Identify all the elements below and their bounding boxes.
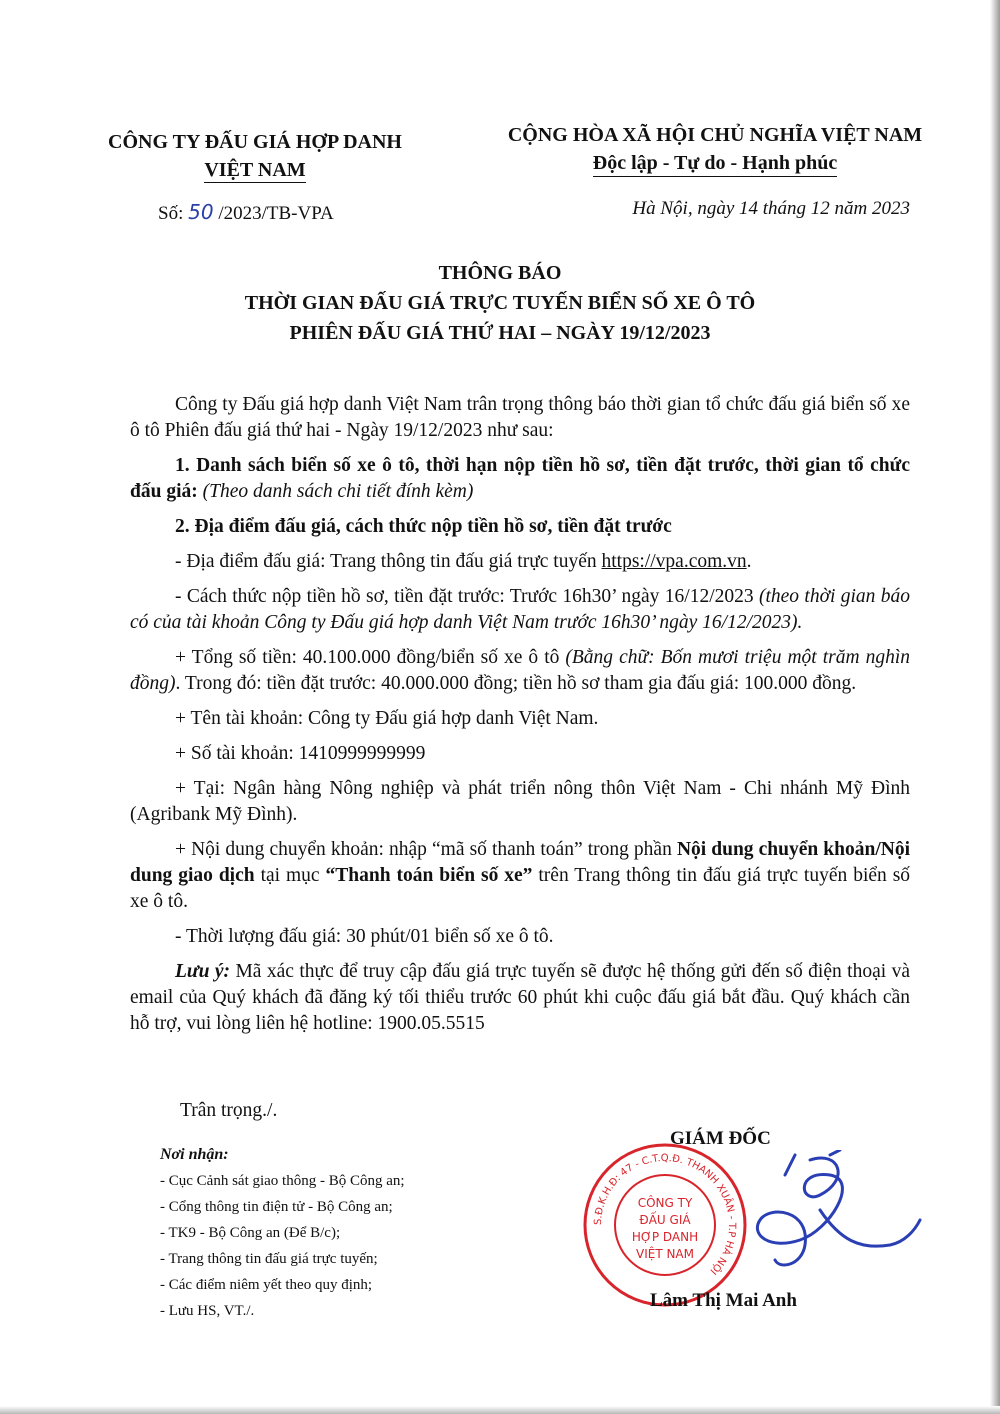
seal-ring-text: S.Đ.K.H.Đ: 47 - C.T.Q.Đ. THANH XUÂN - T.P HÀ NỘI: [592, 1152, 738, 1277]
recipient-item: - Trang thông tin đấu giá trực tuyến;: [160, 1251, 378, 1267]
content-d: “Thanh toán biển số xe”: [325, 865, 533, 886]
page-edge-shadow-right: [990, 0, 1000, 1414]
seal-line: VIỆT NAM: [635, 1247, 695, 1261]
recipient-item: - Cổng thông tin điện tử - Bộ Công an;: [160, 1199, 393, 1215]
recipient-item: - Lưu HS, VT./.: [160, 1303, 255, 1319]
nation-line-1: CỘNG HÒA XÃ HỘI CHỦ NGHĨA VIỆT NAM: [507, 124, 923, 146]
document-date: Hà Nội, ngày 14 tháng 12 năm 2023: [632, 198, 910, 219]
content-c: tại mục: [260, 865, 320, 886]
document-body: [130, 392, 910, 1046]
total-amount: [130, 645, 910, 697]
title-line-2: THỜI GIAN ĐẤU GIÁ TRỰC TUYẾN BIỂN SỐ XE Ô TÔ: [244, 292, 756, 314]
director-title: GIÁM ĐỐC: [670, 1128, 771, 1149]
document-title: [100, 258, 900, 348]
recipients-heading: Nơi nhận:: [160, 1146, 229, 1163]
content-e: trên Trang thông tin đấu giá trực tuyến biển số xe ô tô.: [130, 865, 911, 912]
regards: Trân trọng./.: [180, 1100, 278, 1121]
payment-method: [130, 584, 910, 636]
section-1: [130, 453, 910, 505]
seal-line: HỢP DANH: [631, 1230, 699, 1244]
section-1-heading: 1. Danh sách biển số xe ô tô, thời hạn nộp tiền hồ sơ, tiền đặt trước, thời gian tổ chức đấu giá:: [130, 455, 910, 502]
organization-name: [80, 128, 430, 184]
title-line-1: THÔNG BÁO: [438, 262, 562, 284]
docno-suffix: /2023/TB-VPA: [218, 203, 334, 224]
seal-line: CÔNG TY: [637, 1196, 693, 1210]
total-rest: . Trong đó: tiền đặt trước: 40.000.000 đồng; tiền hồ sơ tham gia đấu giá: 100.000 đồng.: [175, 673, 857, 694]
docno-handwritten: 50: [188, 200, 214, 224]
org-line-2: VIỆT NAM: [204, 159, 306, 181]
intro-paragraph: Công ty Đấu giá hợp danh Việt Nam trân trọng thông báo thời gian tổ chức đấu giá biển số xe ô tô Phiên đấu giá thứ hai - Ngày 19/12/2023 như sau:: [130, 394, 910, 441]
national-motto: [450, 120, 980, 180]
recipient-item: - Các điểm niêm yết theo quy định;: [160, 1277, 373, 1293]
section-2-heading: 2. Địa điểm đấu giá, cách thức nộp tiền hồ sơ, tiền đặt trước: [175, 516, 672, 537]
account-name: + Tên tài khoản: Công ty Đấu giá hợp danh Việt Nam.: [175, 708, 599, 729]
document-number: [158, 200, 334, 225]
nation-line-2: Độc lập - Tự do - Hạnh phúc: [593, 150, 837, 177]
account-number: + Số tài khoản: 1410999999999: [175, 743, 426, 764]
page-edge-shadow-bottom: [0, 1406, 1000, 1414]
signer-name: Lâm Thị Mai Anh: [650, 1290, 797, 1311]
org-line-1: CÔNG TY ĐẤU GIÁ HỢP DANH: [108, 131, 402, 153]
recipient-item: - TK9 - Bộ Công an (Để B/c);: [160, 1225, 341, 1241]
website-link[interactable]: https://vpa.com.vn: [601, 551, 747, 572]
content-b: Nội dung chuyển khoản/Nội dung giao dịch: [130, 839, 911, 886]
bank-info: + Tại: Ngân hàng Nông nghiệp và phát triển nông thôn Việt Nam - Chi nhánh Mỹ Đình (Agribank Mỹ Đình).: [130, 778, 910, 825]
section-1-note: (Theo danh sách chi tiết đính kèm): [202, 481, 474, 502]
auction-place: [130, 549, 910, 575]
note-text: Mã xác thực để truy cập đấu giá trực tuyến sẽ được hệ thống gửi đến số điện thoại và email của Quý khách đã đăng ký tối thiểu trước 60 phút khi cuộc đấu giá bắt đầu. Quý khách cần hỗ trợ, vui lòng liên hệ hotline: 1900.05.5515: [130, 961, 911, 1034]
note-paragraph: [130, 959, 910, 1037]
docno-prefix: Số:: [158, 203, 184, 224]
recipients-block: [160, 1142, 405, 1324]
place-end: .: [746, 551, 752, 572]
total-in-words: (Bằng chữ: Bốn mươi triệu một trăm nghìn đồng): [130, 647, 911, 694]
recipient-item: - Cục Cảnh sát giao thông - Bộ Công an;: [160, 1173, 405, 1189]
content-a: + Nội dung chuyển khoản: nhập “mã số thanh toán” trong phần: [175, 839, 672, 860]
note-label: Lưu ý:: [175, 961, 231, 982]
place-text: - Địa điểm đấu giá: Trang thông tin đấu giá trực tuyến: [175, 551, 597, 572]
method-note: (theo thời gian báo có của tài khoản Công ty Đấu giá hợp danh Việt Nam trước 16h30’ ngày 16/12/2023).: [130, 586, 911, 633]
title-line-3: PHIÊN ĐẤU GIÁ THỨ HAI – NGÀY 19/12/2023: [289, 322, 711, 344]
total-text: + Tổng số tiền: 40.100.000 đồng/biển số xe ô tô: [175, 647, 560, 668]
transfer-content: [130, 837, 910, 915]
handwritten-signature: [690, 1150, 940, 1300]
method-text: - Cách thức nộp tiền hồ sơ, tiền đặt trước: Trước 16h30’ ngày 16/12/2023: [175, 586, 754, 607]
seal-line: ĐẤU GIÁ: [639, 1213, 691, 1227]
auction-duration: - Thời lượng đấu giá: 30 phút/01 biển số xe ô tô.: [175, 926, 554, 947]
